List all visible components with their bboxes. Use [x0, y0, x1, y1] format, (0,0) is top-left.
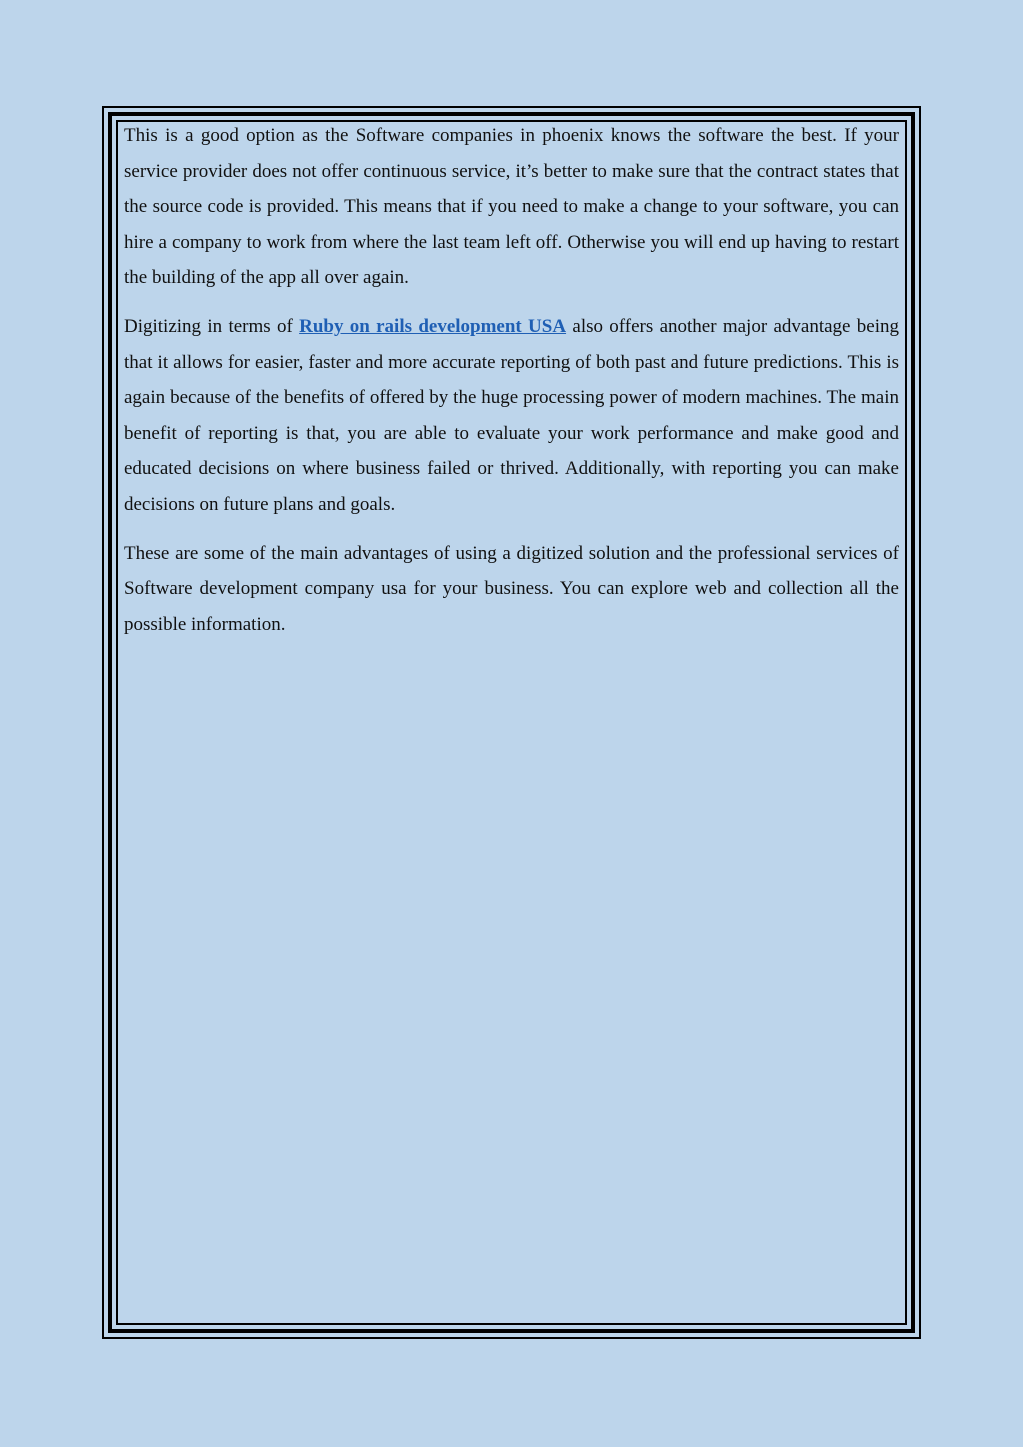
ruby-on-rails-link[interactable]: Ruby on rails development USA — [299, 315, 567, 337]
paragraph-2 — [124, 309, 899, 523]
paragraph-3: These are some of the main advantages of using a digitized solution and the professional services of Software development company usa for your business. You can explore web and collection all the possible information. — [124, 542, 899, 635]
paragraph-1: This is a good option as the Software companies in phoenix knows the software the best. If your service provider does not offer continuous service, it’s better to make sure that the contract states that the source code is provided. This means that if you need to make a change to your software, you can hire a company to work from where the last team left off. Otherwise you will end up having to restart the building of the app all over again. — [124, 125, 899, 289]
paragraph-2-intro: Digitizing in terms of — [124, 315, 300, 337]
document-body — [124, 118, 899, 655]
paragraph-2-body: also offers another major advantage being that it allows for easier, faster and more accurate reporting of both past and future predictions. This is again because of the benefits of offered by the huge processing power of modern machines. The main benefit of reporting is that, you are able to evaluate your work performance and make good and educated decisions on where business failed or thrived. Additionally, with reporting you can make decisions on future plans and goals. — [124, 315, 899, 515]
